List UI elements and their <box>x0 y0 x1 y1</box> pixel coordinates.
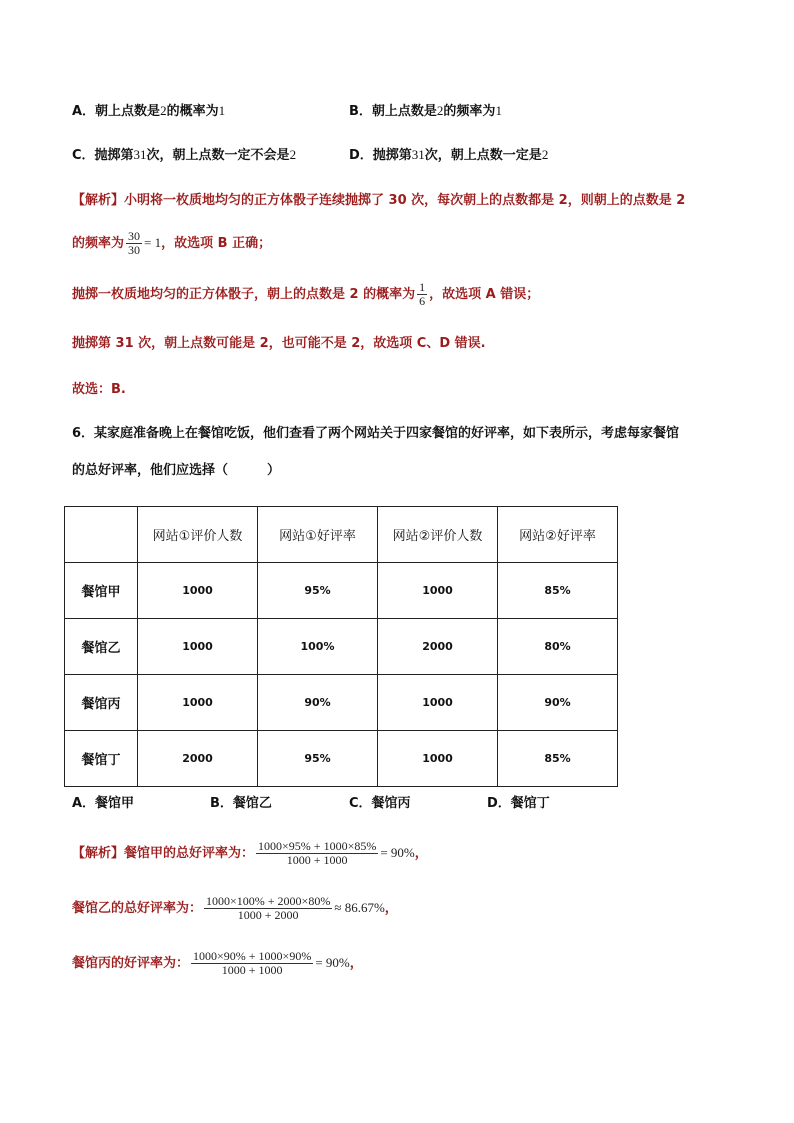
option-b: B．朝上点数是2的频率为1 <box>349 103 502 119</box>
option-c: C．抛掷第31次，朝上点数一定不会是2 <box>72 147 297 163</box>
table-cell: 95% <box>258 563 378 619</box>
analysis-5-answer: 故选：B. <box>72 382 126 397</box>
table-cell: 2000 <box>138 731 258 787</box>
table-row <box>65 731 618 787</box>
fraction-restaurant-c: $\frac{1000\times 90\% + 1000\times 90\%}{1000 + 1000}$ <box>193 949 312 977</box>
table-cell: 85% <box>498 731 618 787</box>
table-header-cell: 网站①评价人数 <box>138 507 258 563</box>
fraction-30-30: $\frac{30}{30}$ <box>128 229 141 257</box>
option-d: D．抛掷第31次，朝上点数一定是2 <box>349 147 549 163</box>
table-cell: 95% <box>258 731 378 787</box>
table-cell: 1000 <box>378 675 498 731</box>
table-row <box>65 675 618 731</box>
table-cell: 90% <box>498 675 618 731</box>
row-label: 餐馆甲 <box>65 563 138 619</box>
row-label: 餐馆丙 <box>65 675 138 731</box>
row-label: 餐馆丁 <box>65 731 138 787</box>
q6-option-d: D．餐馆丁 <box>487 796 550 811</box>
analysis-tag: 【解析】 <box>72 846 125 861</box>
q6-option-c: C．餐馆丙 <box>349 796 411 811</box>
question-6-line-1: 6．某家庭准备晚上在餐馆吃饭，他们查看了两个网站关于四家餐馆的好评率，如下表所示，考虑每家餐馆 <box>72 426 680 441</box>
fraction-restaurant-a: $\frac{1000\times 95\% + 1000\times 85\%}{1000 + 1000}$ <box>258 839 377 867</box>
table-header-cell <box>65 507 138 563</box>
rating-table <box>64 506 618 787</box>
table-header-cell: 网站②好评率 <box>498 507 618 563</box>
table-row <box>65 563 618 619</box>
analysis-5-line-1: 【解析】小明将一枚质地均匀的正方体骰子连续抛掷了 30 次，每次朝上的点数都是 2，则朝上的点数是 2 <box>72 193 686 208</box>
analysis-5-line-4: 抛掷第 31 次，朝上点数可能是 2，也可能不是 2，故选项 C、D 错误. <box>72 336 486 351</box>
table-cell: 100% <box>258 619 378 675</box>
table-header-cell: 网站①好评率 <box>258 507 378 563</box>
row-label: 餐馆乙 <box>65 619 138 675</box>
table-row <box>65 619 618 675</box>
q6-option-a: A．餐馆甲 <box>72 796 135 811</box>
fraction-restaurant-b: $\frac{1000\times 100\% + 2000\times 80\%}{1000 + 2000}$ <box>206 894 331 922</box>
table-cell: 1000 <box>138 675 258 731</box>
question-6-line-2: 的总好评率，他们应选择（ ） <box>72 463 281 478</box>
analysis-5-line-2: 的频率为 $\frac{30}{30}$ = 1，故选项 B 正确； <box>72 229 272 257</box>
table-cell: 90% <box>258 675 378 731</box>
table-cell: 1000 <box>378 563 498 619</box>
analysis-6-line-1: 【解析】餐馆甲的总好评率为： $\frac{1000\times 95\% + 1000\times 85\%}{1000 + 1000}$ = 90%， <box>72 839 428 867</box>
analysis-5-line-3: 抛掷一枚质地均匀的正方体骰子，朝上的点数是 2 的概率为 $\frac{1}{6}$ ，故选项 A 错误； <box>72 280 540 308</box>
table-cell: 1000 <box>378 731 498 787</box>
analysis-6-line-2: 餐馆乙的总好评率为： $\frac{1000\times 100\% + 2000\times 80\%}{1000 + 2000}$ ≈ 86.67%， <box>72 894 398 922</box>
option-a: A．朝上点数是2的概率为1 <box>72 103 226 119</box>
table-header-cell: 网站②评价人数 <box>378 507 498 563</box>
table-header-row <box>65 507 618 563</box>
table-cell: 1000 <box>138 619 258 675</box>
table-cell: 85% <box>498 563 618 619</box>
fraction-1-6: $\frac{1}{6}$ <box>419 280 426 308</box>
analysis-tag: 【解析】 <box>72 193 125 208</box>
table-cell: 1000 <box>138 563 258 619</box>
analysis-6-line-3: 餐馆丙的好评率为： $\frac{1000\times 90\% + 1000\times 90\%}{1000 + 1000}$ = 90%， <box>72 949 363 977</box>
table-cell: 2000 <box>378 619 498 675</box>
q6-option-b: B．餐馆乙 <box>210 796 272 811</box>
table-cell: 80% <box>498 619 618 675</box>
